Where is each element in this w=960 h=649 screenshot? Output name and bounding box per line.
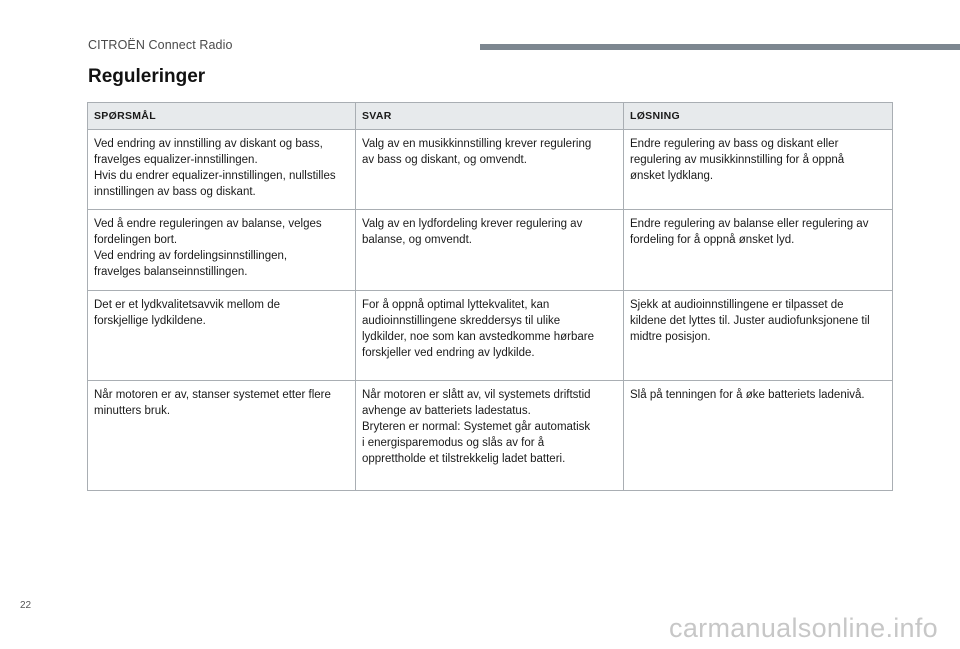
solution-cell: Endre regulering av balanse eller regulering av fordeling for å oppnå ønsket lyd. (624, 210, 893, 291)
column-header-answer: SVAR (356, 103, 624, 130)
question-cell: Når motoren er av, stanser systemet etter flere minutters bruk. (88, 381, 356, 491)
solution-cell: Endre regulering av bass og diskant eller regulering av musikkinnstilling for å oppnå ønsket lydklang. (624, 130, 893, 210)
answer-cell: Når motoren er slått av, vil systemets driftstid avhenge av batteriets ladestatus. Bryteren er normal: Systemet går automatisk i energisparemodus og slås av for å opprettholde et tilstrekkelig ladet batteri. (356, 381, 624, 491)
table-row (88, 381, 893, 491)
column-header-solution: LØSNING (624, 103, 893, 130)
watermark: carmanualsonline.info (669, 613, 938, 643)
header-rule (480, 44, 960, 50)
table-header-row (88, 103, 893, 130)
troubleshooting-table (87, 102, 893, 491)
running-header: CITROËN Connect Radio (88, 38, 233, 52)
column-header-question: SPØRSMÅL (88, 103, 356, 130)
question-cell: Det er et lydkvalitetsavvik mellom de forskjellige lydkildene. (88, 291, 356, 381)
question-cell: Ved endring av innstilling av diskant og bass, fravelges equalizer-innstillingen. Hvis du endrer equalizer-innstillingen, nullstilles innstillingen av bass og diskant. (88, 130, 356, 210)
table-row (88, 210, 893, 291)
question-cell: Ved å endre reguleringen av balanse, velges fordelingen bort. Ved endring av fordelingsinnstillingen, fravelges balanseinnstillingen. (88, 210, 356, 291)
solution-cell: Sjekk at audioinnstillingene er tilpasset de kildene det lyttes til. Juster audiofunksjonene til midtre posisjon. (624, 291, 893, 381)
answer-cell: Valg av en lydfordeling krever regulering av balanse, og omvendt. (356, 210, 624, 291)
table-row (88, 130, 893, 210)
answer-cell: For å oppnå optimal lyttekvalitet, kan audioinnstillingene skreddersys til ulike lydkilder, noe som kan avstedkomme hørbare forskjeller ved endring av lydkilde. (356, 291, 624, 381)
table-row (88, 291, 893, 381)
page-title: Reguleringer (88, 66, 206, 87)
solution-cell: Slå på tenningen for å øke batteriets ladenivå. (624, 381, 893, 491)
page-number: 22 (20, 600, 32, 611)
answer-cell: Valg av en musikkinnstilling krever regulering av bass og diskant, og omvendt. (356, 130, 624, 210)
